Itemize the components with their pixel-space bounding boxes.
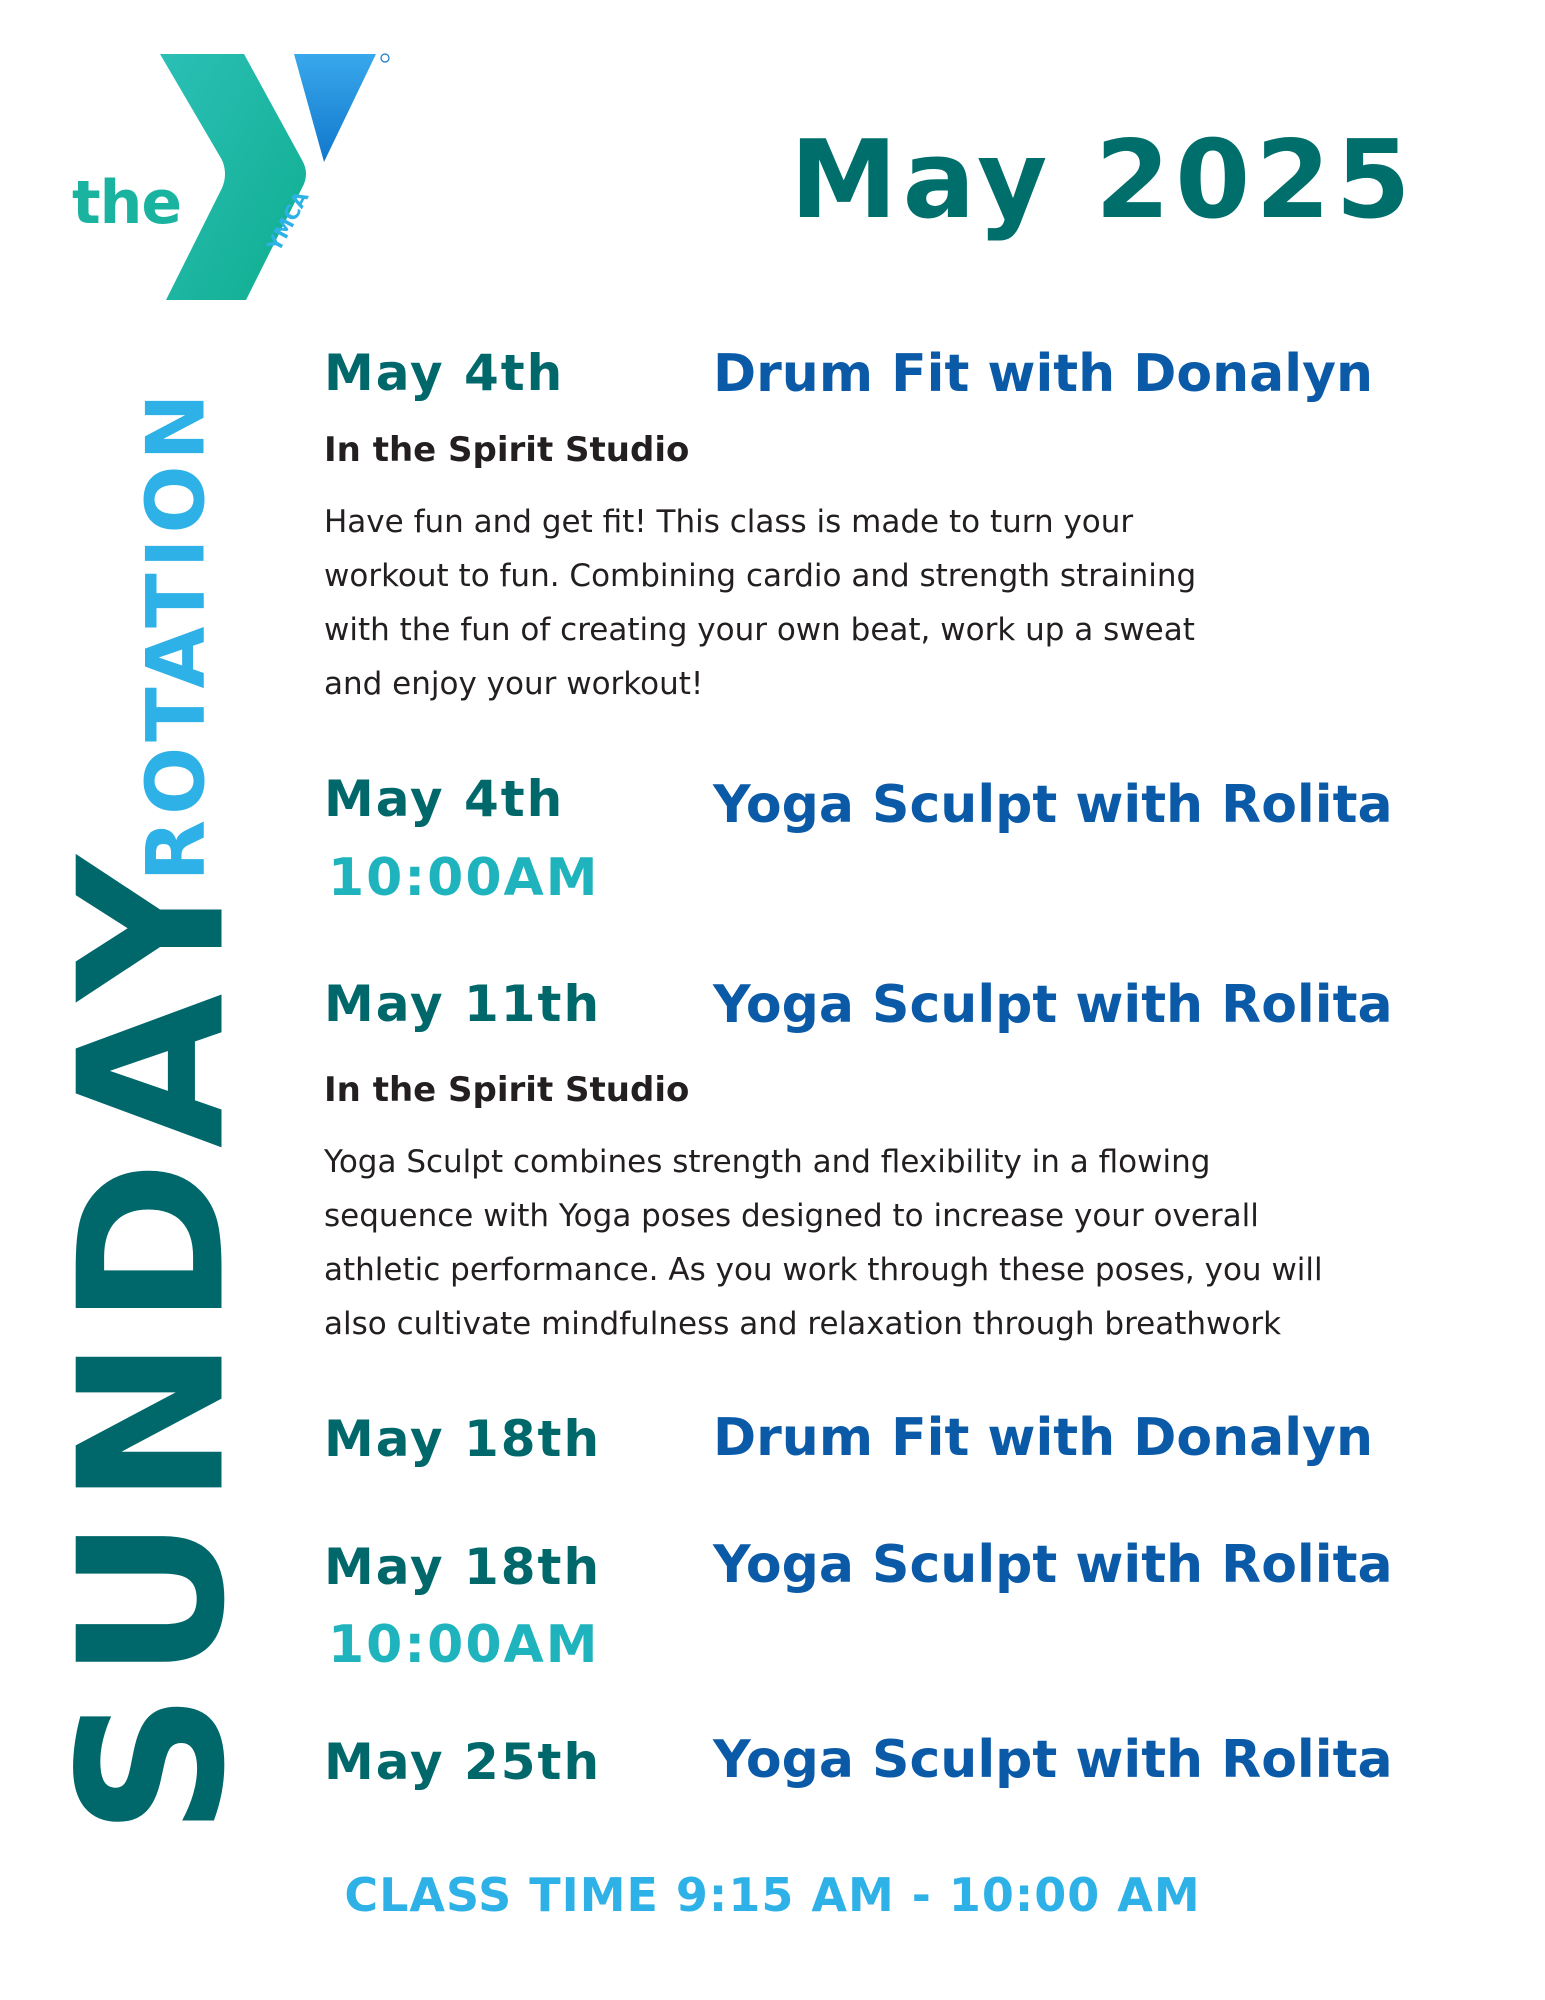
entry-description (324, 1135, 1323, 1351)
description-line: sequence with Yoga poses designed to increase your overall (324, 1198, 1259, 1234)
description-line: athletic performance. As you work through these poses, you will (324, 1252, 1323, 1288)
description-line: workout to fun. Combining cardio and strength straining (324, 558, 1197, 594)
entry-location: In the Spirit Studio (324, 430, 690, 470)
entry-time: 10:00AM (328, 848, 600, 908)
logo-ymca-text: YMCA (262, 187, 314, 256)
description-line: and enjoy your workout! (324, 666, 704, 702)
entry-date: May 18th (324, 1538, 602, 1596)
entry-description (324, 495, 1196, 711)
entry-class: Yoga Sculpt with Rolita (713, 775, 1393, 835)
sunday-vertical-label: SUNDAY (36, 843, 270, 1837)
entry-class: Drum Fit with Donalyn (713, 344, 1374, 404)
description-line: Yoga Sculpt combines strength and flexibility in a flowing (324, 1144, 1211, 1180)
description-line: also cultivate mindfulness and relaxation through breathwork (324, 1306, 1282, 1342)
class-time-footer: CLASS TIME 9:15 AM - 10:00 AM (344, 1868, 1201, 1922)
entry-class: Yoga Sculpt with Rolita (713, 1535, 1393, 1595)
description-line: Have fun and get fit! This class is made to turn your (324, 504, 1134, 540)
entry-date: May 18th (324, 1410, 602, 1468)
entry-date: May 4th (324, 344, 565, 402)
rotation-vertical-label: ROTATION (129, 388, 223, 882)
ymca-logo (66, 48, 416, 308)
entry-date: May 25th (324, 1733, 602, 1791)
entry-date: May 11th (324, 975, 602, 1033)
page-title: May 2025 (790, 118, 1416, 243)
entry-date: May 4th (324, 770, 565, 828)
entry-class: Drum Fit with Donalyn (713, 1408, 1374, 1468)
entry-class: Yoga Sculpt with Rolita (713, 1730, 1393, 1790)
entry-class: Yoga Sculpt with Rolita (713, 975, 1393, 1035)
logo-the-text: the (72, 168, 182, 238)
entry-time: 10:00AM (328, 1615, 600, 1675)
description-line: with the fun of creating your own beat, work up a sweat (324, 612, 1195, 648)
entry-location: In the Spirit Studio (324, 1070, 690, 1110)
